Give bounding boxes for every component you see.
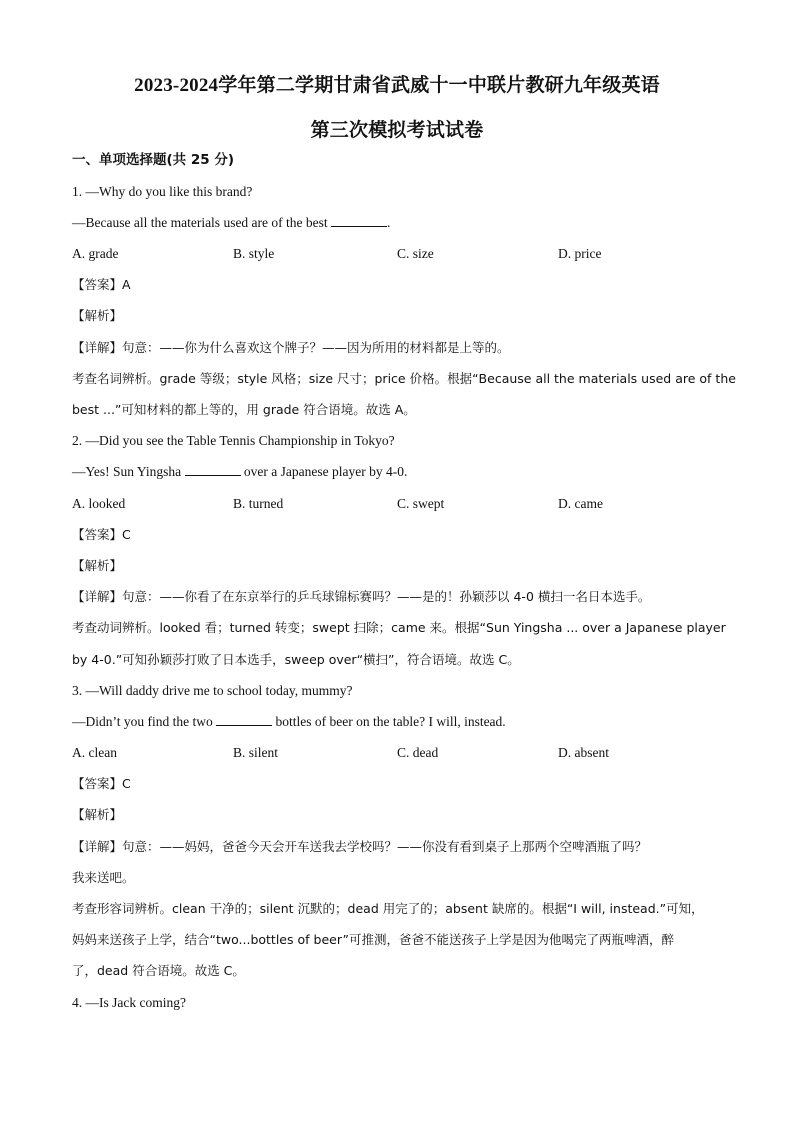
question-3-line2	[72, 713, 506, 731]
question-2-analysis: 【解析】	[72, 558, 123, 573]
section-heading: 一、单项选择题(共 25 分)	[72, 152, 235, 168]
question-3-detail-cont: 我来送吧。	[72, 870, 135, 885]
question-3-option-d: D. absent	[558, 745, 609, 760]
question-3-explanation-end: 了，dead 符合语境。故选 C。	[72, 963, 245, 978]
question-2-line2-after: over a Japanese player by 4-0.	[240, 464, 408, 479]
question-3-stem: 3. —Will daddy drive me to school today, mummy?	[72, 683, 353, 698]
page-subtitle: 第三次模拟考试试卷	[310, 120, 484, 141]
question-1-line2-after: .	[387, 215, 391, 230]
question-3-line2-after: bottles of beer on the table? I will, instead.	[272, 714, 506, 729]
question-1-line2	[72, 214, 390, 232]
question-2-line2-before: —Yes! Sun Yingsha	[72, 464, 185, 479]
question-3-line2-before: —Didn’t you find the two	[72, 714, 217, 729]
question-1-option-b: B. style	[233, 246, 275, 261]
question-3-option-b: B. silent	[233, 745, 279, 760]
question-3-explanation-cont: 妈妈来送孩子上学，结合“two...bottles of beer”可推测，爸爸不能送孩子上学是因为他喝完了两瓶啤酒，醉	[72, 932, 674, 947]
question-3-option-c: C. dead	[397, 745, 439, 760]
question-2-detail: 【详解】句意：——你看了在东京举行的乒乓球锦标赛吗？——是的！孙颖莎以 4-0 横扫一名日本选手。	[72, 589, 651, 604]
question-3-detail: 【详解】句意：——妈妈，爸爸今天会开车送我去学校吗？——你没有看到桌子上那两个空啤酒瓶了吗？	[72, 839, 648, 854]
question-2-option-b: B. turned	[233, 496, 284, 511]
question-2-explanation-cont: by 4-0.”可知孙颖莎打败了日本选手，sweep over“横扫”，符合语境。故选 C。	[72, 652, 520, 667]
question-2-answer: 【答案】C	[72, 527, 131, 542]
question-2-option-a: A. looked	[72, 496, 126, 511]
question-1-option-c: C. size	[397, 246, 434, 261]
question-2-line2	[72, 463, 407, 481]
question-4-stem: 4. —Is Jack coming?	[72, 995, 186, 1010]
question-2-stem: 2. —Did you see the Table Tennis Championship in Tokyo?	[72, 433, 395, 448]
question-1-option-d: D. price	[558, 246, 602, 261]
question-1-explanation: 考查名词辨析。grade 等级；style 风格；size 尺寸；price 价格。根据“Because all the materials used are of the	[72, 371, 736, 386]
answer-blank	[185, 463, 241, 476]
question-2-option-d: D. came	[558, 496, 603, 511]
question-3-analysis: 【解析】	[72, 807, 123, 822]
question-1-detail: 【详解】句意：——你为什么喜欢这个牌子？——因为所用的材料都是上等的。	[72, 340, 510, 355]
answer-blank	[216, 713, 272, 726]
question-1-option-a: A. grade	[72, 246, 119, 261]
question-1-stem: 1. —Why do you like this brand?	[72, 184, 253, 199]
question-3-answer: 【答案】C	[72, 776, 131, 791]
question-1-line2-before: —Because all the materials used are of the best	[72, 215, 332, 230]
question-2-explanation: 考查动词辨析。looked 看；turned 转变；swept 扫除；came 来。根据“Sun Yingsha ... over a Japanese player	[72, 620, 726, 635]
question-1-answer: 【答案】A	[72, 277, 131, 292]
question-1-explanation-cont: best ...”可知材料的都上等的，用 grade 符合语境。故选 A。	[72, 402, 416, 417]
question-1-analysis: 【解析】	[72, 308, 123, 323]
question-3-explanation: 考查形容词辨析。clean 干净的；silent 沉默的；dead 用完了的；absent 缺席的。根据“I will, instead.”可知，	[72, 901, 704, 916]
answer-blank	[331, 214, 387, 227]
page-title: 2023-2024学年第二学期甘肃省武威十一中联片教研九年级英语	[134, 75, 660, 96]
question-3-option-a: A. clean	[72, 745, 117, 760]
question-2-option-c: C. swept	[397, 496, 445, 511]
